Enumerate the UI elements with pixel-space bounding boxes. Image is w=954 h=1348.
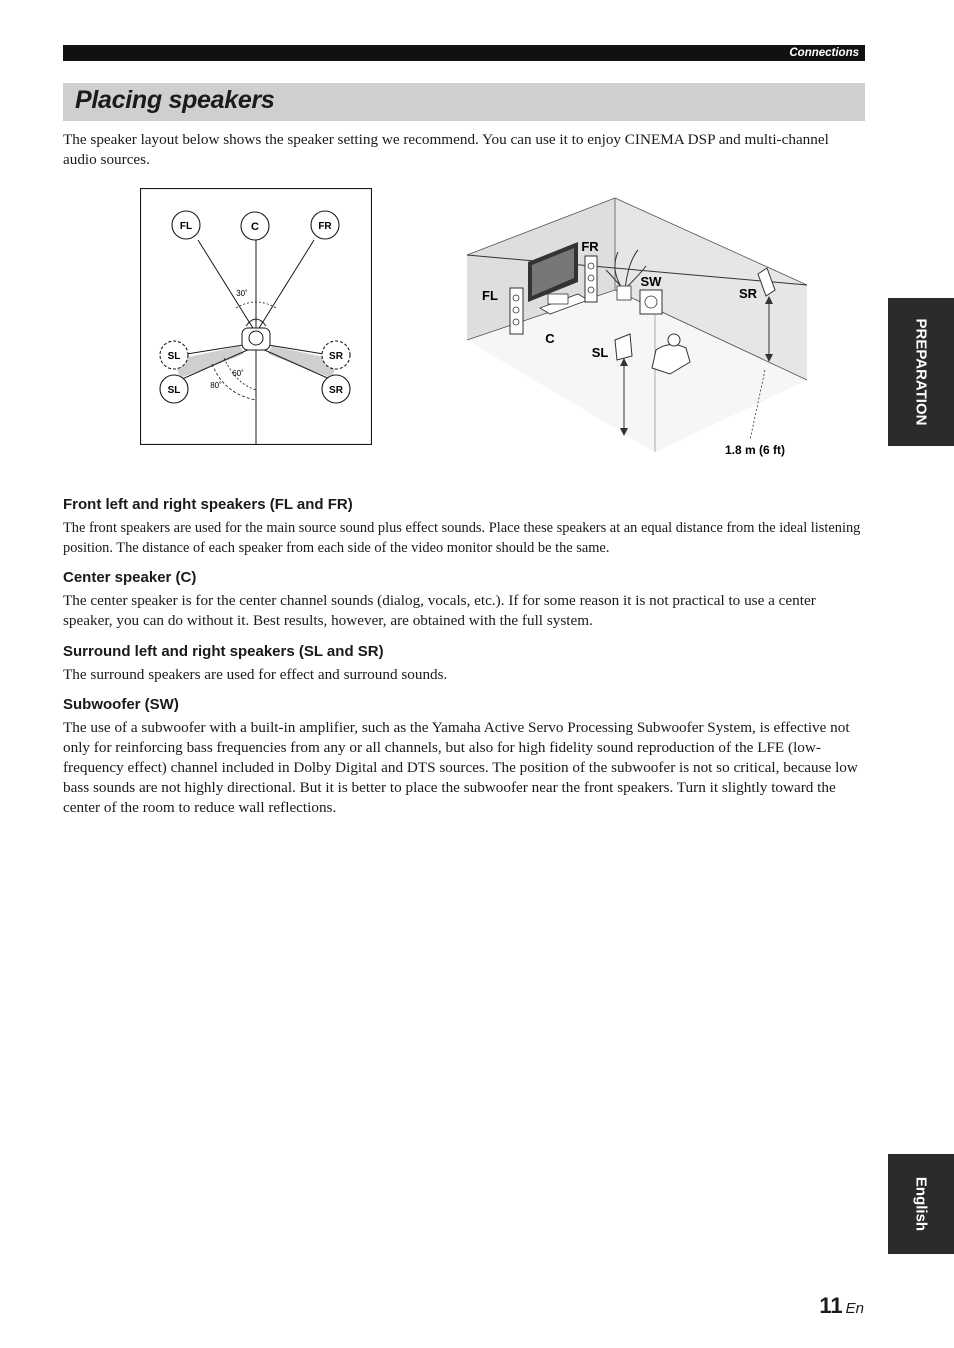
room-height-label: 1.8 m (6 ft) xyxy=(724,443,786,457)
label-fl: FL xyxy=(179,221,193,232)
label-sr-lower: SR xyxy=(329,385,343,396)
label-sl-upper: SL xyxy=(167,351,181,362)
intro-paragraph: The speaker layout below shows the speaker setting we recommend. You can use it to enjoy CINEMA DSP and multi-channel audio sources. xyxy=(63,131,829,168)
room-label-c: C xyxy=(545,331,555,346)
side-tab-preparation-label: PREPARATION xyxy=(912,318,930,426)
label-sl-lower: SL xyxy=(167,385,181,396)
side-tab-preparation[interactable] xyxy=(888,298,954,446)
section-heading-front: Front left and right speakers (FL and FR) xyxy=(63,496,353,513)
label-fr: FR xyxy=(318,221,332,232)
page-number-value: 11 xyxy=(819,1293,843,1318)
room-perspective-diagram xyxy=(460,190,820,470)
speaker-fr-icon xyxy=(585,256,597,302)
section-text-subwoofer: The use of a subwoofer with a built-in amplifier, such as the Yamaha Active Servo Processing Subwoofer System, is effective not only for reinforcing bass frequencies from any or all channels, but also for high fidelity sound reproduction of the LFE (low-frequency effect) channel included in Dolby Digital and DTS sources. The position of the subwoofer is not so critical, because low bass sounds are not highly directional. But it is better to place the subwoofer near the front speakers. Turn it slightly toward the center of the room to reduce wall reflections. xyxy=(63,719,858,816)
section-text-front: The front speakers are used for the main source sound plus effect sounds. Place these speakers at an equal distance from the ideal listening position. The distance of each speaker from each side of the video monitor should be the same. xyxy=(63,520,861,556)
room-label-sw: SW xyxy=(640,274,662,289)
page-number xyxy=(819,1293,864,1319)
subwoofer-icon xyxy=(640,290,662,314)
room-label-fl: FL xyxy=(482,288,498,303)
angle-label-30: 30˚ xyxy=(236,289,248,298)
page-title: Placing speakers xyxy=(75,86,275,114)
section-heading-surround: Surround left and right speakers (SL and SR) xyxy=(63,643,384,660)
section-heading-center: Center speaker (C) xyxy=(63,569,197,586)
room-label-sl: SL xyxy=(591,345,609,360)
speaker-fl-icon xyxy=(510,288,523,334)
section-heading-subwoofer: Subwoofer (SW) xyxy=(63,696,179,713)
room-label-fr: FR xyxy=(581,239,599,254)
side-tab-language-label: English xyxy=(912,1176,930,1232)
header-section-label: Connections xyxy=(789,47,859,59)
label-c: C xyxy=(251,221,259,233)
page-lang-code: En xyxy=(845,1300,864,1317)
header-bar xyxy=(63,45,865,61)
speaker-layout-diagram xyxy=(140,188,372,445)
room-label-sr: SR xyxy=(738,286,758,301)
section-text-center: The center speaker is for the center channel sounds (dialog, vocals, etc.). If for some reason it is not practical to use a center speaker, you can do without it. Best results, however, are obtained with the full system. xyxy=(63,592,816,629)
side-tab-language[interactable] xyxy=(888,1154,954,1254)
label-sr-upper: SR xyxy=(329,351,343,362)
section-text-surround: The surround speakers are used for effect and surround sounds. xyxy=(63,666,448,683)
angle-label-60: 60˚ xyxy=(232,369,244,378)
angle-label-80: 80˚ xyxy=(210,381,222,390)
title-band xyxy=(63,83,865,121)
